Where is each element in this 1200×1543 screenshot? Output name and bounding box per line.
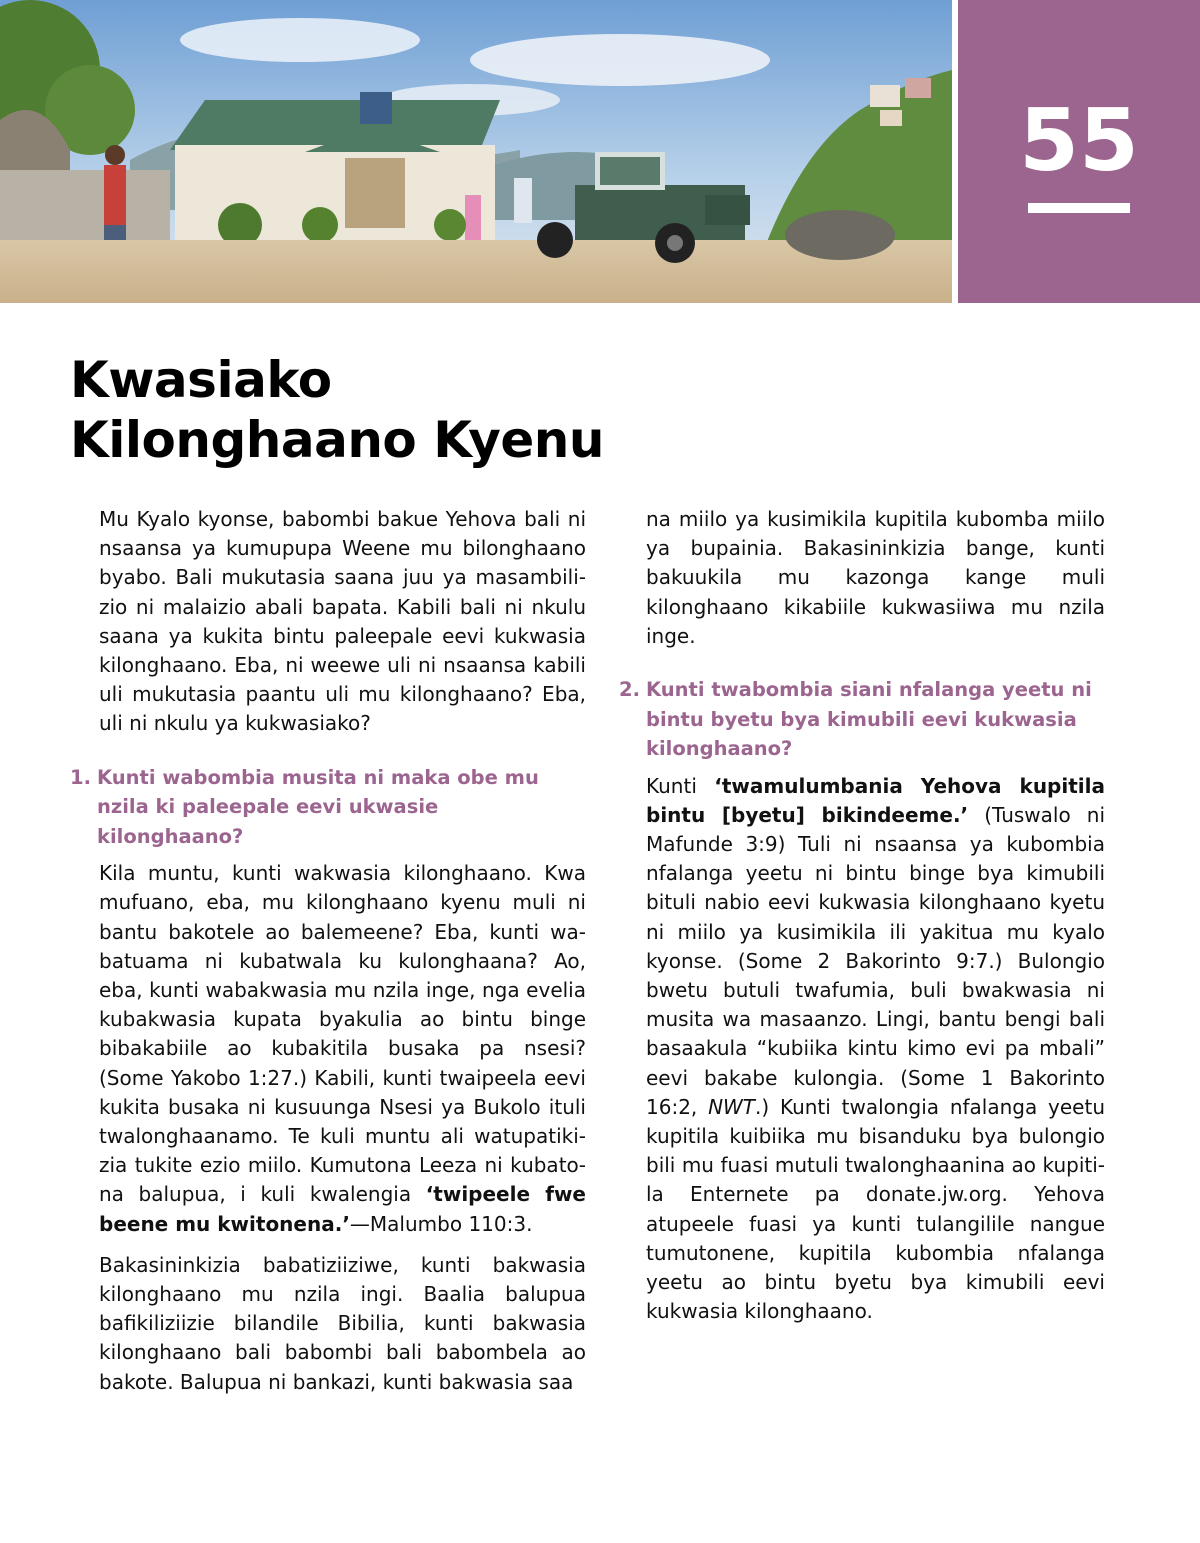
lesson-number-panel — [958, 0, 1200, 303]
title-line-1: Kwasiako — [70, 351, 332, 409]
section-1-p1-ref: —Malumbo 110:3. — [349, 1211, 533, 1236]
section-2-p-start: Kunti — [646, 773, 715, 798]
section-2-paragraph — [646, 772, 1105, 1327]
title-line-2: Kilonghaano Kyenu — [70, 411, 604, 469]
section-2-number: 2. — [619, 678, 640, 702]
lesson-number: 55 — [1019, 91, 1139, 191]
section-1-p1-text: Kila muntu, kunti wakwasia kilonghaano. Kwa mufuano, eba, mu kilonghaano kyenu muli ni bantu bakotele ao balemeene? Eba, kunti wabatuama ni kubatwala ku kulonghaana? Ao, eba, kunti wabakwasia mu nzila inge, nga evelia kubakwasia kupata byakulia ao bintu binge bibakabiile ao kubakitila busaka pa nsesi? (Some Yakobo 1:27.) Kabili, kunti twaipeela eevi kukita busaka ni kusuunga Nsesi ya Bukolo ituli twalonghaanamo. Te kuli muntu ali watupatikizia tukite ezio miilo. Kumutona Leeza ni kubatona balupua, i kuli kwalengia — [99, 861, 586, 1207]
section-2-p-nwt: NWT — [708, 1094, 756, 1119]
section-1-p1-quote: ‘twipeele fwe beene mu kwitonena.’ — [99, 1182, 586, 1236]
left-column — [70, 505, 586, 1409]
section-1-question-text: Kunti wabombia musita ni maka obe mu nzila ki paleepale eevi ukwasie kilonghaano? — [97, 765, 539, 848]
section-2-question — [619, 675, 1105, 764]
section-2-p-mid: (Tuswalo ni Mafunde 3:9) Tuli ni nsaansa ya kubombia nfalanga yeetu ni bintu binge bya kimubili bituli nabio eevi kukwasia kilonghaano kyetu ni miilo ya kusimikila ili yakitua mu kyalo kyonse. (Some 2 Bakorinto 9:7.) Bulongio bwetu butuli twafumia, buli bwakwasia ni musita wa masaanzo. Lingi, bantu bengi bali basaakula “kubiika kintu kimo evi pa mbali” eevi bakabe kulongia. (Some 1 Bakorinto 16:2, — [646, 802, 1105, 1119]
section-2-p-end: .) Kunti twalongia nfalanga yeetu kupitila kuibiika mu bisanduku bya bulongio bili mu fuasi mutuli twalonghaanina ao kupitila Enternete pa donate.jw.org. Yehova atupeele fuasi ya kunti tulangilile nangue tumutonene, kupitila kubombia nfalanga yeetu ao bintu byetu bya kimubili eevi kukwasia kilonghaano. — [646, 1094, 1105, 1324]
section-1-paragraph-1 — [99, 859, 586, 1239]
section-2-question-text: Kunti twabombia siani nfalanga yeetu ni bintu byetu bya kimubili eevi kukwasia kilonghaano? — [646, 678, 1092, 761]
section-1-paragraph-2: Bakasininkizia babatiziiziwe, kunti bakwasia kilonghaano mu nzila ingi. Baalia balupua bafikiliziizie bilandile Bibilia, kunti bakwasia kilonghaano bali babombi bali babombela ao bakote. Balupua ni bankazi, kunti bakwasia saa — [99, 1252, 586, 1394]
intro-paragraph: Mu Kyalo kyonse, babombi bakue Yehova bali ni nsaansa ya kumupupa Weene mu bilonghaano byabo. Bali mukutasia saana juu ya masambilizio ni malaizio abali bapata. Kabili bali ni nkulu saana ya kukita bintu paleepale eevi kukwasia kilonghaano. Eba, ni weewe uli ni nsaansa kabili uli mukutasia paantu uli mu kilonghaano? Eba, uli ni nkulu ya kukwasiako? — [99, 507, 586, 736]
page-title — [70, 350, 604, 470]
hero-image — [0, 0, 952, 303]
section-1-number: 1. — [70, 765, 91, 789]
section-1-paragraph-2-continued: na miilo ya kusimikila kupitila kubomba miilo ya bupainia. Bakasininkizia bange, kunti bakuukila mu kazonga kange muli kilonghaano kikabiile kukwasiiwa mu nzila inge. — [646, 507, 1105, 648]
lesson-number-rule — [1028, 203, 1130, 213]
section-1-question — [70, 763, 586, 852]
section-2-p-quote: ‘twamulumbania Yehova kupitila bintu [byetu] bikindeeme.’ — [646, 773, 1105, 827]
right-column — [619, 505, 1105, 1338]
